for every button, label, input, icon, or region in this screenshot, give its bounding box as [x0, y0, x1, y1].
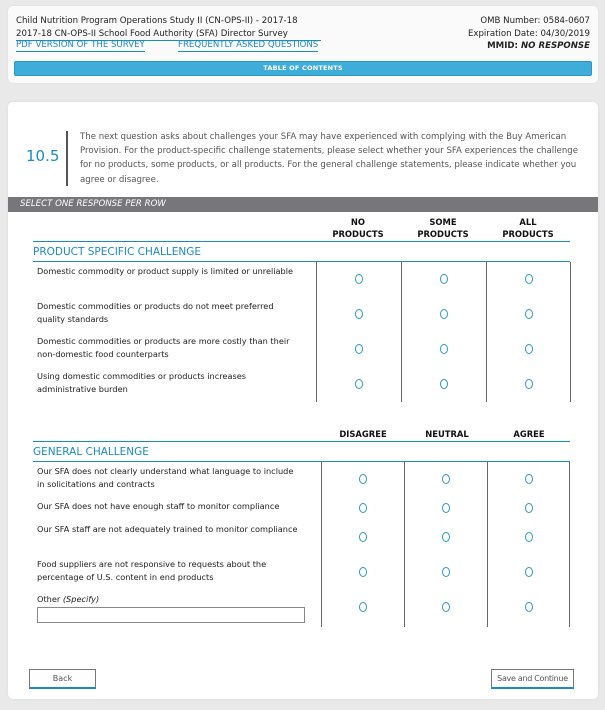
- product-specific-grid: [33, 216, 570, 402]
- table-row-other: [33, 590, 570, 627]
- omb-number: OMB Number: 0584-0607: [480, 16, 590, 26]
- radio-no-products[interactable]: [355, 379, 363, 389]
- radio-agree[interactable]: [525, 602, 533, 612]
- mmid-value: NO RESPONSE: [520, 41, 590, 51]
- mmid-label: MMID:: [487, 41, 518, 51]
- header-titles: [16, 15, 321, 41]
- table-row: [33, 297, 570, 332]
- radio-agree[interactable]: [525, 503, 533, 513]
- radio-agree[interactable]: [525, 474, 533, 484]
- question-divider: [66, 131, 68, 186]
- radio-neutral[interactable]: [442, 503, 450, 513]
- radio-all-products[interactable]: [525, 309, 533, 319]
- row-label: Domestic commodities or products are more costly than their non-domestic food counterparts: [37, 336, 290, 359]
- other-label: Other (Specify): [37, 594, 100, 604]
- column-header-some-products: SOME PRODUCTS: [417, 217, 469, 239]
- table-row: [33, 367, 570, 402]
- radio-all-products[interactable]: [525, 274, 533, 284]
- radio-no-products[interactable]: [355, 344, 363, 354]
- back-button[interactable]: Back: [29, 669, 96, 689]
- radio-disagree[interactable]: [359, 567, 367, 577]
- row-label: Our SFA staff are not adequately trained to monitor compliance: [37, 524, 298, 534]
- question-text: The next question asks about challenges your SFA may have experienced with complying with the Buy American Provision. For the product-specific challenge statements, please select whether your SFA experiences the challenge for no products, some products, or all products. For the general challenge statements, please indicate whether you agree or disagree.: [80, 132, 579, 185]
- expiration-date: Expiration Date: 04/30/2019: [467, 28, 590, 39]
- mmid: [468, 40, 590, 53]
- radio-neutral[interactable]: [442, 567, 450, 577]
- radio-agree[interactable]: [525, 532, 533, 542]
- row-label: Our SFA does not clearly understand what language to include in solicitations and contracts: [37, 466, 294, 489]
- study-title: Child Nutrition Program Operations Study II (CN-OPS-II) - 2017-18: [16, 16, 298, 26]
- radio-disagree[interactable]: [359, 503, 367, 513]
- table-row: [33, 462, 570, 497]
- general-challenge-grid: [33, 422, 570, 627]
- table-row: [33, 497, 570, 520]
- radio-disagree[interactable]: [359, 602, 367, 612]
- row-label: Our SFA does not have enough staff to monitor compliance: [37, 501, 280, 511]
- radio-some-products[interactable]: [440, 344, 448, 354]
- radio-no-products[interactable]: [355, 309, 363, 319]
- general-column-headers: [33, 422, 570, 442]
- pdf-version-link[interactable]: PDF VERSION OF THE SURVEY: [16, 40, 145, 50]
- column-header-all-products: ALL PRODUCTS: [502, 217, 554, 239]
- question-card: [8, 102, 598, 699]
- row-label: Domestic commodities or products do not meet preferred quality standards: [37, 301, 274, 324]
- table-row: [33, 555, 570, 590]
- radio-no-products[interactable]: [355, 274, 363, 284]
- radio-neutral[interactable]: [442, 532, 450, 542]
- product-section-title: PRODUCT SPECIFIC CHALLENGE: [33, 242, 570, 262]
- table-of-contents-button[interactable]: TABLE OF CONTENTS: [14, 61, 592, 76]
- table-row: [33, 520, 570, 555]
- radio-neutral[interactable]: [442, 474, 450, 484]
- table-row: [33, 262, 570, 297]
- general-section-title: GENERAL CHALLENGE: [33, 442, 570, 462]
- row-label: Domestic commodity or product supply is limited or unreliable: [37, 266, 294, 276]
- column-header-disagree: DISAGREE: [339, 429, 387, 439]
- table-row: [33, 332, 570, 367]
- save-and-continue-button[interactable]: Save and Continue: [491, 669, 574, 689]
- radio-disagree[interactable]: [359, 532, 367, 542]
- survey-title: 2017-18 CN-OPS-II School Food Authority (SFA) Director Survey: [16, 28, 321, 41]
- instruction-bar: SELECT ONE RESPONSE PER ROW: [8, 197, 598, 212]
- row-label: Using domestic commodities or products increases administrative burden: [37, 371, 247, 394]
- column-header-neutral: NEUTRAL: [425, 429, 469, 439]
- header-meta: [468, 15, 590, 53]
- radio-all-products[interactable]: [525, 344, 533, 354]
- survey-header: [8, 6, 598, 83]
- radio-some-products[interactable]: [440, 379, 448, 389]
- radio-disagree[interactable]: [359, 474, 367, 484]
- radio-neutral[interactable]: [442, 602, 450, 612]
- radio-agree[interactable]: [525, 567, 533, 577]
- question-number: 10.5: [26, 147, 60, 165]
- other-specify-input[interactable]: [37, 607, 305, 623]
- faq-link[interactable]: FREQUENTLY ASKED QUESTIONS: [178, 40, 319, 50]
- product-column-headers: [33, 216, 570, 242]
- radio-some-products[interactable]: [440, 309, 448, 319]
- column-header-no-products: NO PRODUCTS: [332, 217, 384, 239]
- radio-some-products[interactable]: [440, 274, 448, 284]
- header-links: [16, 40, 319, 52]
- row-label: Food suppliers are not responsive to requests about the percentage of U.S. content in end products: [37, 559, 267, 582]
- column-header-agree: AGREE: [513, 429, 545, 439]
- radio-all-products[interactable]: [525, 379, 533, 389]
